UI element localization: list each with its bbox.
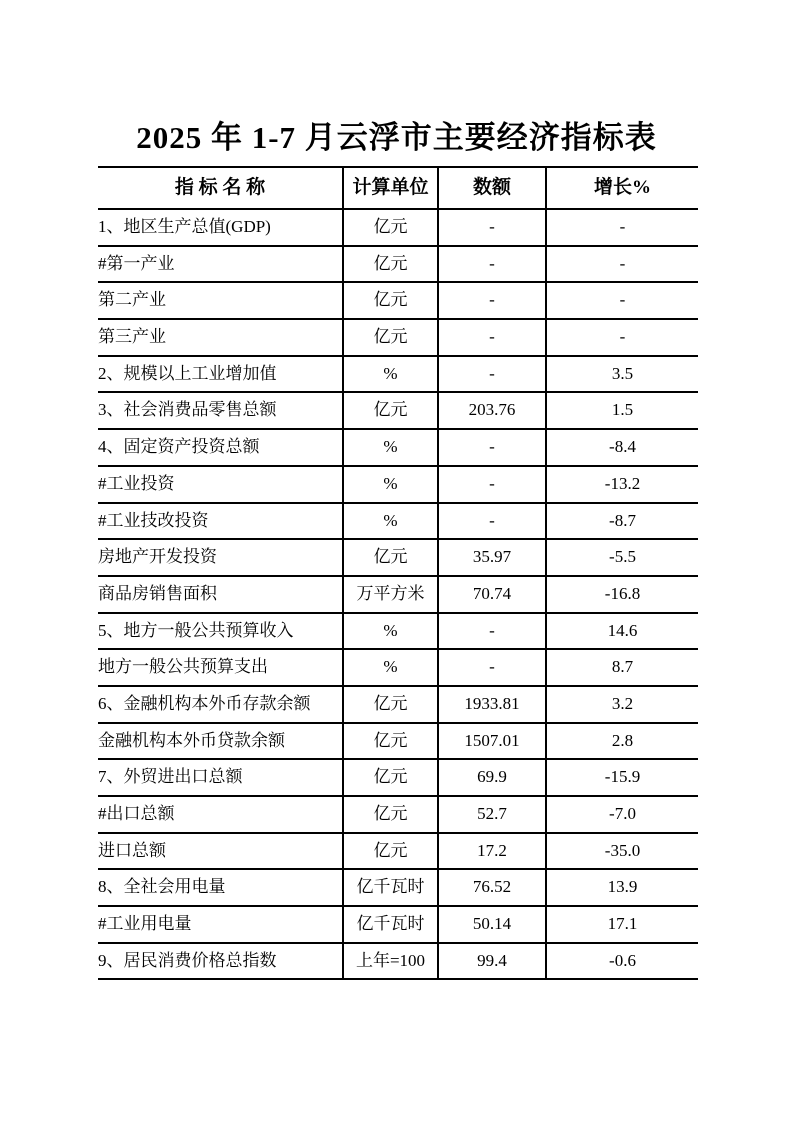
amount-cell: - <box>438 282 546 319</box>
unit-cell: % <box>343 356 438 393</box>
growth-cell: 13.9 <box>546 869 698 906</box>
amount-cell: - <box>438 649 546 686</box>
table-row <box>98 466 698 503</box>
growth-cell: -16.8 <box>546 576 698 613</box>
unit-cell: 亿元 <box>343 246 438 283</box>
indicator-name: 4、固定资产投资总额 <box>98 429 343 466</box>
growth-cell: 3.2 <box>546 686 698 723</box>
unit-cell: 亿元 <box>343 833 438 870</box>
header-growth: 增长% <box>546 167 698 209</box>
unit-cell: % <box>343 503 438 540</box>
indicator-name: 7、外贸进出口总额 <box>98 759 343 796</box>
growth-cell: -8.7 <box>546 503 698 540</box>
unit-cell: 亿元 <box>343 319 438 356</box>
indicators-table-container <box>98 166 698 980</box>
amount-cell: 70.74 <box>438 576 546 613</box>
unit-cell: 亿千瓦时 <box>343 869 438 906</box>
unit-cell: 亿元 <box>343 392 438 429</box>
table-row <box>98 246 698 283</box>
unit-cell: 万平方米 <box>343 576 438 613</box>
growth-cell: 2.8 <box>546 723 698 760</box>
amount-cell: 99.4 <box>438 943 546 980</box>
indicator-name: 第二产业 <box>98 282 343 319</box>
indicator-name: #第一产业 <box>98 246 343 283</box>
amount-cell: - <box>438 209 546 246</box>
unit-cell: % <box>343 466 438 503</box>
growth-cell: 8.7 <box>546 649 698 686</box>
growth-cell: -15.9 <box>546 759 698 796</box>
indicator-name: 商品房销售面积 <box>98 576 343 613</box>
indicator-name: 房地产开发投资 <box>98 539 343 576</box>
table-row <box>98 282 698 319</box>
header-indicator-name: 指 标 名 称 <box>98 167 343 209</box>
growth-cell: 17.1 <box>546 906 698 943</box>
indicator-name: 1、地区生产总值(GDP) <box>98 209 343 246</box>
unit-cell: 亿元 <box>343 282 438 319</box>
amount-cell: - <box>438 319 546 356</box>
indicator-name: 进口总额 <box>98 833 343 870</box>
growth-cell: -7.0 <box>546 796 698 833</box>
header-amount: 数额 <box>438 167 546 209</box>
table-row <box>98 906 698 943</box>
amount-cell: 203.76 <box>438 392 546 429</box>
unit-cell: 亿元 <box>343 759 438 796</box>
unit-cell: 亿元 <box>343 539 438 576</box>
indicator-name: #工业用电量 <box>98 906 343 943</box>
amount-cell: - <box>438 356 546 393</box>
page-title: 2025 年 1-7 月云浮市主要经济指标表 <box>136 120 657 155</box>
growth-cell: - <box>546 209 698 246</box>
table-row <box>98 796 698 833</box>
amount-cell: 17.2 <box>438 833 546 870</box>
growth-cell: 1.5 <box>546 392 698 429</box>
unit-cell: % <box>343 649 438 686</box>
amount-cell: - <box>438 466 546 503</box>
table-row <box>98 392 698 429</box>
table-row <box>98 503 698 540</box>
amount-cell: 52.7 <box>438 796 546 833</box>
unit-cell: 亿元 <box>343 686 438 723</box>
table-row <box>98 539 698 576</box>
amount-cell: - <box>438 246 546 283</box>
table-row <box>98 209 698 246</box>
indicator-name: 8、全社会用电量 <box>98 869 343 906</box>
growth-cell: - <box>546 282 698 319</box>
table-row <box>98 649 698 686</box>
table-row <box>98 759 698 796</box>
growth-cell: - <box>546 319 698 356</box>
indicator-name: #工业投资 <box>98 466 343 503</box>
table-row <box>98 429 698 466</box>
growth-cell: -5.5 <box>546 539 698 576</box>
growth-cell: -35.0 <box>546 833 698 870</box>
amount-cell: 69.9 <box>438 759 546 796</box>
unit-cell: 亿元 <box>343 796 438 833</box>
amount-cell: 76.52 <box>438 869 546 906</box>
table-row <box>98 723 698 760</box>
table-row <box>98 356 698 393</box>
growth-cell: - <box>546 246 698 283</box>
indicator-name: #出口总额 <box>98 796 343 833</box>
unit-cell: 亿千瓦时 <box>343 906 438 943</box>
header-unit: 计算单位 <box>343 167 438 209</box>
unit-cell: 上年=100 <box>343 943 438 980</box>
indicator-name: 2、规模以上工业增加值 <box>98 356 343 393</box>
growth-cell: -13.2 <box>546 466 698 503</box>
growth-cell: 3.5 <box>546 356 698 393</box>
indicator-name: 6、金融机构本外币存款余额 <box>98 686 343 723</box>
indicator-name: 3、社会消费品零售总额 <box>98 392 343 429</box>
indicator-name: #工业技改投资 <box>98 503 343 540</box>
amount-cell: - <box>438 613 546 650</box>
table-row <box>98 613 698 650</box>
amount-cell: - <box>438 429 546 466</box>
indicator-name: 金融机构本外币贷款余额 <box>98 723 343 760</box>
indicator-name: 9、居民消费价格总指数 <box>98 943 343 980</box>
amount-cell: 1507.01 <box>438 723 546 760</box>
unit-cell: % <box>343 429 438 466</box>
indicators-table <box>98 166 698 980</box>
indicator-name: 5、地方一般公共预算收入 <box>98 613 343 650</box>
amount-cell: 1933.81 <box>438 686 546 723</box>
unit-cell: % <box>343 613 438 650</box>
amount-cell: 50.14 <box>438 906 546 943</box>
indicator-name: 第三产业 <box>98 319 343 356</box>
growth-cell: -8.4 <box>546 429 698 466</box>
table-row <box>98 319 698 356</box>
table-row <box>98 833 698 870</box>
amount-cell: - <box>438 503 546 540</box>
table-row <box>98 686 698 723</box>
growth-cell: 14.6 <box>546 613 698 650</box>
amount-cell: 35.97 <box>438 539 546 576</box>
table-row <box>98 943 698 980</box>
table-header-row <box>98 167 698 209</box>
growth-cell: -0.6 <box>546 943 698 980</box>
unit-cell: 亿元 <box>343 723 438 760</box>
table-row <box>98 869 698 906</box>
unit-cell: 亿元 <box>343 209 438 246</box>
indicator-name: 地方一般公共预算支出 <box>98 649 343 686</box>
table-row <box>98 576 698 613</box>
